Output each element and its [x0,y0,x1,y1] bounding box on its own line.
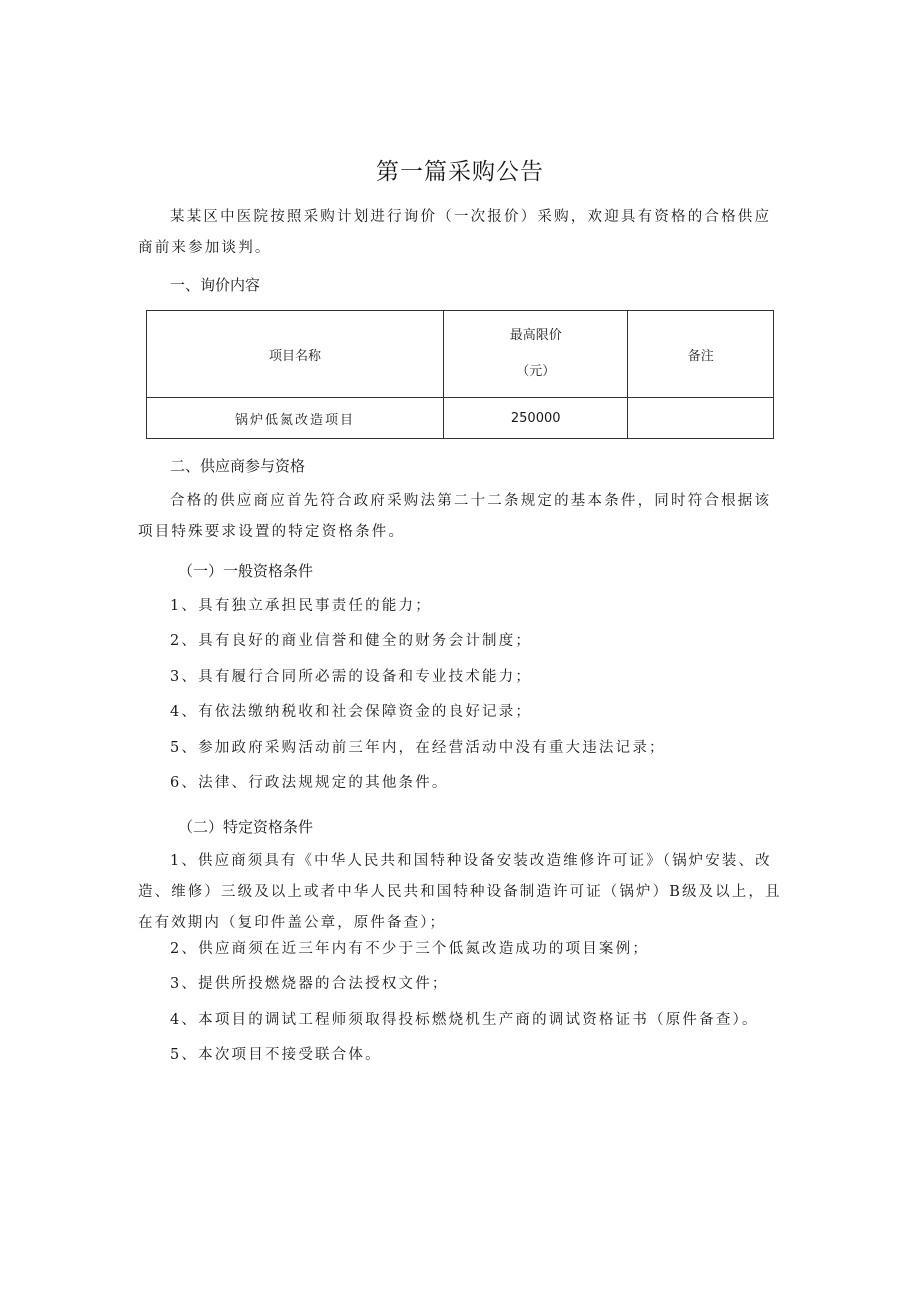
cell-project-name: 锅炉低氮改造项目 [147,398,444,439]
specific-item-1: 1、供应商须具有《中华人民共和国特种设备安装改造维修许可证》（锅炉安装、改造、维修）三级及以上或者中华人民共和国特种设备制造许可证（锅炉）B级及以上，且在有效期内（复印件盖公章，原件备查）； [138,853,782,931]
table-header-row [147,311,774,398]
specific-item-5: 5、本次项目不接受联合体。 [170,1047,382,1063]
price-table [146,310,774,439]
specific-item-2: 2、供应商须在近三年内有不少于三个低氮改造成功的项目案例； [170,941,650,957]
specific-item-3: 3、提供所投燃烧器的合法授权文件； [170,976,449,992]
page-title: 第一篇采购公告 [376,159,544,185]
header-remark: 备注 [628,311,774,398]
intro-paragraph: 某某区中医院按照采购计划进行询价（一次报价）采购，欢迎具有资格的合格供应商前来参加谈判。 [138,209,772,256]
header-max-price-label: 最高限价 [509,328,562,343]
cell-price: 250000 [443,398,628,439]
specific-conditions-heading: （二）特定资格条件 [178,818,314,836]
general-item-1: 1、具有独立承担民事责任的能力； [170,598,432,614]
section2-intro: 合格的供应商应首先符合政府采购法第二十二条规定的基本条件，同时符合根据该项目特殊要求设置的特定资格条件。 [138,493,772,540]
general-item-5: 5、参加政府采购活动前三年内，在经营活动中没有重大违法记录； [170,740,666,756]
general-item-3: 3、具有履行合同所必需的设备和专业技术能力； [170,669,533,685]
general-item-4: 4、有依法缴纳税收和社会保障资金的良好记录； [170,704,533,720]
general-item-2: 2、具有良好的商业信誉和健全的财务会计制度； [170,633,533,649]
specific-item-4: 4、本项目的调试工程师须取得投标燃烧机生产商的调试资格证书（原件备查）。 [170,1012,759,1028]
section1-heading: 一、询价内容 [170,276,261,294]
table-row [147,398,774,439]
cell-remark [628,398,774,439]
header-max-price-unit: （元） [516,364,556,379]
general-conditions-heading: （一）一般资格条件 [178,562,314,580]
header-max-price [443,311,628,398]
header-project-name: 项目名称 [147,311,444,398]
general-item-6: 6、法律、行政法规规定的其他条件。 [170,775,449,791]
section2-heading: 二、供应商参与资格 [170,457,306,475]
